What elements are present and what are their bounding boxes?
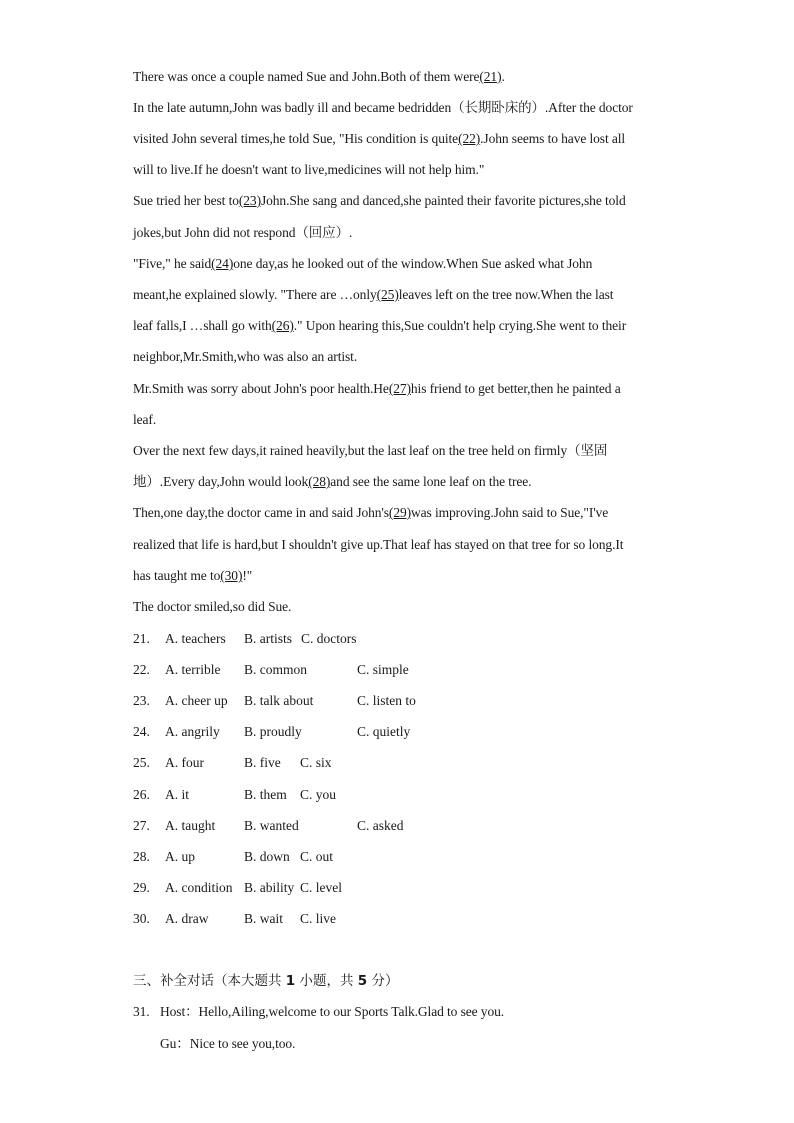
- passage-line: jokes,but John did not respond（回应）.: [133, 225, 353, 240]
- option-a[interactable]: A. four: [165, 755, 204, 770]
- option-b[interactable]: B. ability: [244, 880, 295, 895]
- blank-25: (25): [376, 287, 399, 302]
- option-c[interactable]: C. simple: [357, 662, 409, 677]
- option-c[interactable]: C. live: [300, 911, 336, 926]
- option-b[interactable]: B. common: [244, 662, 307, 677]
- passage-line: leaf falls,I …shall go with(26)." Upon hearing this,Sue couldn't help crying.She went to their: [133, 318, 627, 333]
- passage-line: In the late autumn,John was badly ill and became bedridden（长期卧床的）.After the doctor: [133, 100, 633, 115]
- blank-27: (27): [388, 381, 411, 396]
- passage-line: Then,one day,the doctor came in and said John's(29)was improving.John said to Sue,"I've: [133, 505, 609, 520]
- dialog-line-host: Host：Hello,Ailing,welcome to our Sports Talk.Glad to see you.: [160, 1004, 505, 1019]
- option-b[interactable]: B. five: [244, 755, 281, 770]
- option-a[interactable]: A. condition: [165, 880, 233, 895]
- option-c[interactable]: C. out: [300, 849, 334, 864]
- option-a[interactable]: A. teachers: [165, 631, 226, 646]
- option-c[interactable]: C. quietly: [357, 724, 411, 739]
- option-b[interactable]: B. wait: [244, 911, 283, 926]
- passage-line: Mr.Smith was sorry about John's poor health.He(27)his friend to get better,then he painted a: [133, 381, 621, 396]
- option-b[interactable]: B. down: [244, 849, 290, 864]
- blank-29: (29): [388, 505, 412, 520]
- passage-line: There was once a couple named Sue and John.Both of them were(21).: [133, 69, 505, 84]
- option-a[interactable]: A. up: [165, 849, 195, 864]
- option-c[interactable]: C. doctors: [301, 631, 357, 646]
- option-b[interactable]: B. proudly: [244, 724, 302, 739]
- option-b[interactable]: B. them: [244, 787, 287, 802]
- option-a[interactable]: A. it: [165, 787, 190, 802]
- blank-28: (28): [308, 474, 331, 489]
- option-b[interactable]: B. wanted: [244, 818, 299, 833]
- option-b[interactable]: B. artists: [244, 631, 293, 646]
- option-a[interactable]: A. angrily: [165, 724, 220, 739]
- option-a[interactable]: A. cheer up: [165, 693, 228, 708]
- blank-23: (23): [238, 193, 261, 208]
- dialog-line-gu: Gu：Nice to see you,too.: [160, 1036, 296, 1051]
- passage-line: leaf.: [133, 412, 157, 427]
- passage-line: "Five," he said(24)one day,as he looked out of the window.When Sue asked what John: [133, 256, 593, 271]
- blank-21: (21): [479, 69, 502, 84]
- dialog-question: [133, 1004, 505, 1020]
- passage-line: visited John several times,he told Sue, "His condition is quite(22).John seems to have lost all: [133, 131, 626, 146]
- passage-line: realized that life is hard,but I shouldn't give up.That leaf has stayed on that tree for so long.It: [133, 537, 624, 552]
- option-a[interactable]: A. draw: [165, 911, 209, 926]
- question-number: 31.: [133, 1004, 150, 1019]
- passage-line: Over the next few days,it rained heavily,but the last leaf on the tree held on firmly（坚固: [133, 443, 608, 458]
- section-heading: 三、补全对话（本大题共 1 小题，共 5 分）: [133, 973, 399, 989]
- blank-30: (30): [220, 568, 243, 583]
- blank-26: (26): [271, 318, 294, 333]
- option-a[interactable]: A. terrible: [165, 662, 221, 677]
- option-c[interactable]: C. listen to: [357, 693, 416, 708]
- passage-line: 地）.Every day,John would look(28)and see the same lone leaf on the tree.: [133, 474, 532, 489]
- passage-line: neighbor,Mr.Smith,who was also an artist.: [133, 349, 358, 364]
- passage-line: will to live.If he doesn't want to live,medicines will not help him.": [133, 162, 485, 177]
- option-c[interactable]: C. you: [300, 787, 337, 802]
- option-c[interactable]: C. level: [300, 880, 342, 895]
- blank-24: (24): [211, 256, 234, 271]
- option-c[interactable]: C. six: [300, 755, 332, 770]
- passage-line: Sue tried her best to(23)John.She sang and danced,she painted their favorite pictures,she told: [133, 193, 626, 208]
- passage-line: has taught me to(30)!": [133, 568, 253, 583]
- passage-line: The doctor smiled,so did Sue.: [133, 599, 292, 614]
- blank-22: (22): [458, 131, 481, 146]
- passage-line: meant,he explained slowly. "There are …only(25)leaves left on the tree now.When the last: [133, 287, 614, 302]
- option-a[interactable]: A. taught: [165, 818, 216, 833]
- exam-page: There was once a couple named Sue and John.Both of them were(21). In the late autumn,John was badly ill and became bedridden（长期卧床的）.After the doctor visited John several times,he told Sue, "His condition is quite(22).John seems to have lost all will to live.If he doesn't want to live,medicines will not help him." Sue tried her best to(23)John.She sang and danced,she painted their favorite pictures,she told jokes,but John did not respond（回应）. "Five," he said(24)one day,as he looked out of the window.When Sue asked what John meant,he explained slowly. "There are …only(25)leaves left on the tree now.When the last leaf falls,I …shall go with(26)." Upon hearing this,Sue couldn't help crying.She went to their neighbor,Mr.Smith,who was also an artist. Mr.Smith was sorry about John's poor health.He(27)his friend to get better,then he painted a leaf. Over the next few days,it rained heavily,but the last leaf on the tree held on firmly（坚固 地）.Every day,John would look(28)and see the same lone leaf on the tree. Then,one day,the doctor came in and said John's(29)was improving.John said to Sue,"I've realized that life is hard,but I shouldn't give up.That leaf has stayed on that tree for so long.It has taught me to(30)!" The doctor smiled,so did Sue. 21. A. teachers B. artists C. doctors 22. A. terrible B. common C. simple 23. A. cheer up B. talk about C. listen to 24. A. angrily B. proudly C. quietly 25. A. four B. five C. six 26. A. it B. them C. you 27. A. taught B. wanted C. asked 28. A. up B. down C. out 29. A. condition B. ability C. level 30. A. draw B. wait C. live 三、补全对话（本大题共 1 小题，共 5 分） 31. Host：Hello,Ailing,welcome to our Sports Talk.Glad to see you. Gu：Nice to see you,too.: [133, 69, 633, 1051]
- option-c[interactable]: C. asked: [357, 818, 404, 833]
- option-b[interactable]: B. talk about: [244, 693, 314, 708]
